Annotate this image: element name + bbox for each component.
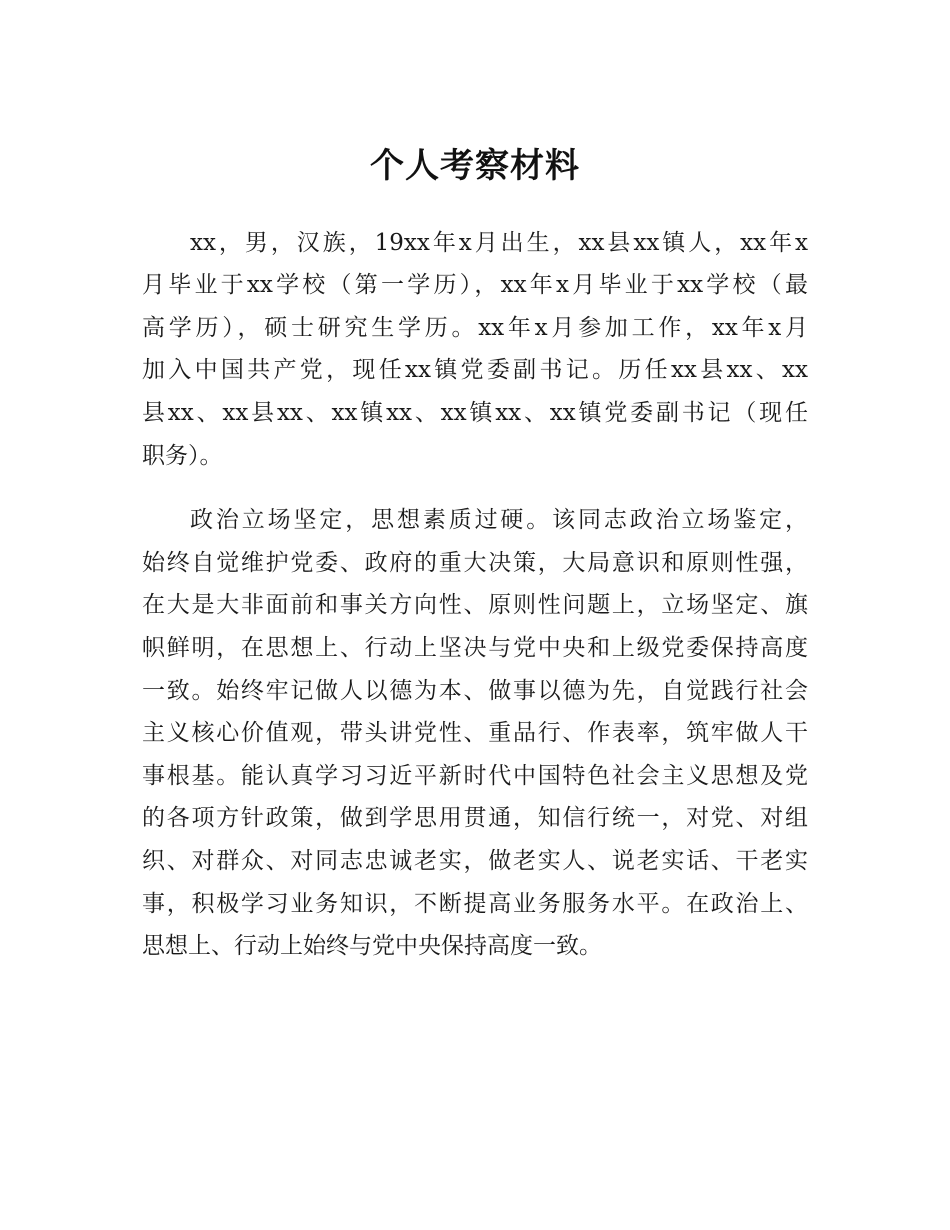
paragraph-line: 事根基。能认真学习习近平新时代中国特色社会主义思想及党 <box>142 763 808 789</box>
paragraph-line: 高学历），硕士研究生学历。xx年x月参加工作，xx年x月 <box>142 315 808 341</box>
paragraph-line: 加入中国共产党，现任xx镇党委副书记。历任xx县xx、xx <box>142 357 808 383</box>
paragraph-line: 始终自觉维护党委、政府的重大决策，大局意识和原则性强， <box>142 550 808 576</box>
paragraph-line: 思想上、行动上始终与党中央保持高度一致。 <box>142 933 602 959</box>
paragraph-line: 在大是大非面前和事关方向性、原则性问题上，立场坚定、旗 <box>142 592 808 618</box>
paragraph-line: 月毕业于xx学校（第一学历），xx年x月毕业于xx学校（最 <box>142 272 808 298</box>
paragraph-line: xx，男，汉族，19xx年x月出生，xx县xx镇人，xx年x <box>190 230 808 256</box>
paragraph-line: 县xx、xx县xx、xx镇xx、xx镇xx、xx镇党委副书记（现任 <box>142 400 808 426</box>
paragraph-line: 主义核心价值观，带头讲党性、重品行、作表率，筑牢做人干 <box>142 720 808 746</box>
paragraph-line: 织、对群众、对同志忠诚老实，做老实人、说老实话、干老实 <box>142 848 808 874</box>
paragraph-line: 帜鲜明，在思想上、行动上坚决与党中央和上级党委保持高度 <box>142 635 808 661</box>
paragraph-line: 事，积极学习业务知识，不断提高业务服务水平。在政治上、 <box>142 891 808 917</box>
paragraph-line: 政治立场坚定，思想素质过硬。该同志政治立场鉴定， <box>190 507 808 533</box>
document-title: 个人考察材料 <box>370 146 580 186</box>
paragraph-line: 的各项方针政策，做到学思用贯通，知信行统一，对党、对组 <box>142 805 808 831</box>
paragraph-line: 一致。始终牢记做人以德为本、做事以德为先，自觉践行社会 <box>142 678 808 704</box>
paragraph-line: 职务）。 <box>142 443 223 469</box>
